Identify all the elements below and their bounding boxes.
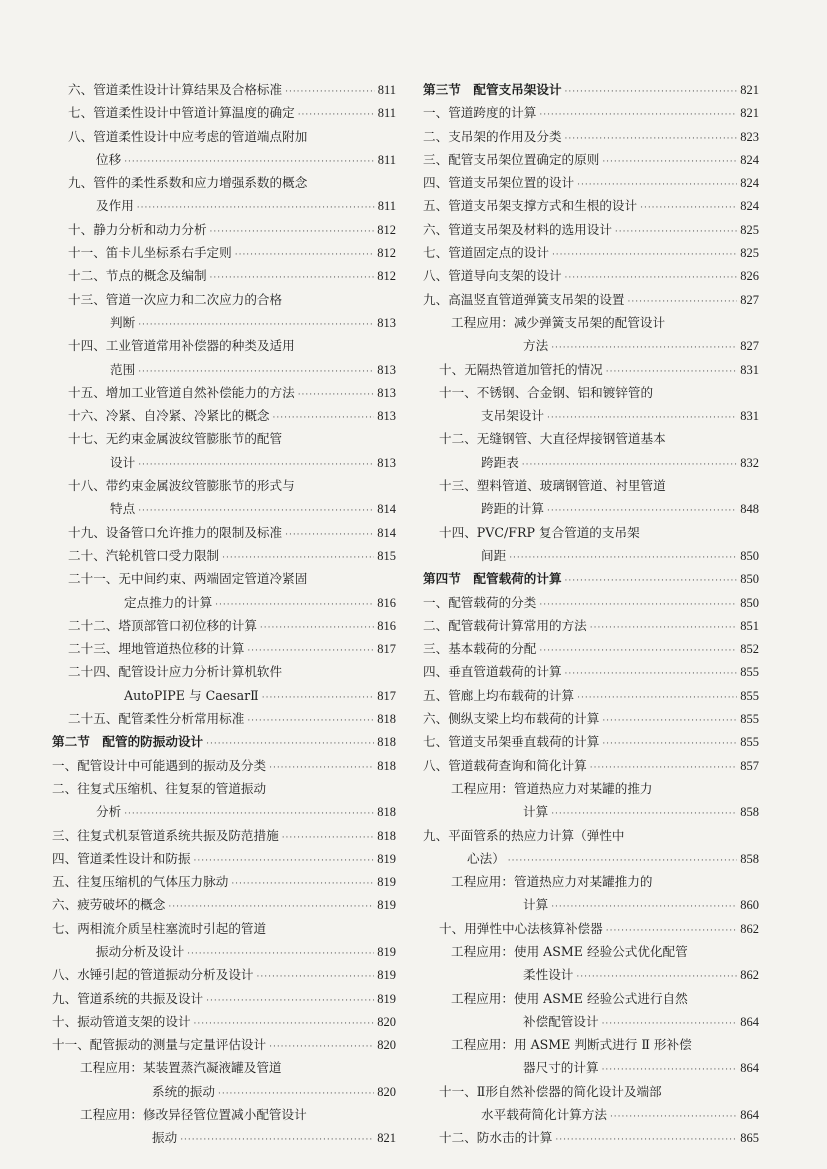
toc-entry — [423, 101, 759, 124]
toc-entry-title: 判断 — [110, 314, 136, 330]
toc-entry-page: 813 — [377, 362, 396, 377]
toc-right-column — [423, 78, 759, 1150]
dot-leader — [262, 687, 375, 710]
toc-entry-title: 二、支吊架的作用及分类 — [423, 128, 562, 144]
toc-entry-title: 六、侧纵支梁上均布载荷的计算 — [423, 711, 600, 727]
toc-entry-title: 十、静力分析和动力分析 — [68, 221, 207, 237]
toc-entry — [52, 358, 396, 381]
toc-entry — [423, 474, 759, 497]
toc-entry-page: 820 — [377, 1014, 396, 1029]
toc-entry-page: 820 — [377, 1084, 396, 1099]
toc-entry — [423, 264, 759, 287]
toc-entry-title: 跨距的计算 — [481, 501, 544, 517]
dot-leader — [257, 966, 375, 989]
toc-entry — [423, 451, 759, 474]
toc-entry — [52, 847, 396, 870]
toc-entry — [52, 684, 396, 707]
toc-entry — [52, 288, 396, 311]
toc-entry-title: 振动 — [152, 1130, 178, 1146]
toc-entry-title: 十二、无缝钢管、大直径焊接钢管道基本 — [439, 431, 666, 447]
toc-entry-page: 819 — [377, 968, 396, 983]
toc-entry-title: 器尺寸的计算 — [523, 1060, 599, 1076]
toc-entry-title: 一、配管设计中可能遇到的振动及分类 — [52, 757, 267, 773]
toc-entry — [423, 614, 759, 637]
toc-entry — [52, 1126, 396, 1149]
toc-entry-title: 位移 — [96, 151, 122, 167]
toc-entry-page: 864 — [740, 1108, 759, 1123]
toc-entry-title: 计算 — [523, 897, 549, 913]
toc-entry-title: 十四、PVC/FRP 复合管道的支吊架 — [439, 524, 640, 540]
dot-leader — [269, 757, 374, 780]
toc-entry-title: 定点推力的计算 — [124, 594, 213, 610]
toc-entry-title: 计算 — [523, 804, 549, 820]
toc-entry-title: 十、振动管道支架的设计 — [52, 1013, 191, 1029]
toc-entry-page: 813 — [377, 385, 396, 400]
toc-entry — [423, 404, 759, 427]
toc-entry — [423, 847, 759, 870]
toc-entry — [423, 241, 759, 264]
toc-entry — [423, 1033, 759, 1056]
toc-entry — [423, 987, 759, 1010]
toc-entry-page: 831 — [740, 409, 759, 424]
toc-entry-title: 分析 — [96, 804, 122, 820]
toc-entry-page: 855 — [740, 735, 759, 750]
toc-entry-page: 814 — [377, 502, 396, 517]
toc-entry-title: 工程应用：某装置蒸汽凝液罐及管道 — [80, 1060, 282, 1076]
toc-section-heading — [423, 78, 759, 101]
dot-leader — [282, 827, 375, 850]
toc-entry — [52, 311, 396, 334]
toc-entry — [423, 1010, 759, 1033]
toc-entry-title: 二、配管载荷计算常用的方法 — [423, 617, 587, 633]
toc-entry-title: 补偿配管设计 — [523, 1013, 599, 1029]
toc-entry-page: 862 — [740, 968, 759, 983]
toc-entry-page: 819 — [377, 944, 396, 959]
toc-entry-page: 832 — [740, 455, 759, 470]
toc-entry-title: 第四节 配管载荷的计算 — [423, 571, 562, 587]
toc-entry-page: 819 — [377, 991, 396, 1006]
toc-entry — [52, 404, 396, 427]
toc-section-heading — [423, 567, 759, 590]
toc-entry — [52, 334, 396, 357]
toc-entry-title: 六、疲劳破坏的概念 — [52, 897, 166, 913]
toc-entry-title: 九、平面管系的热应力计算（弹性中 — [423, 827, 625, 843]
toc-entry — [52, 1080, 396, 1103]
toc-entry — [52, 451, 396, 474]
toc-entry-title: 第二节 配管的防振动设计 — [52, 734, 204, 750]
toc-entry — [52, 427, 396, 450]
toc-entry — [52, 1103, 396, 1126]
toc-entry-page: 823 — [740, 129, 759, 144]
toc-entry-page: 816 — [377, 618, 396, 633]
toc-entry — [52, 917, 396, 940]
toc-left-column — [52, 78, 396, 1150]
toc-entry-page: 819 — [377, 898, 396, 913]
toc-entry-title: 十五、增加工业管道自然补偿能力的方法 — [68, 384, 295, 400]
toc-entry-title: 十八、带约束金属波纹管膨胀节的形式与 — [68, 478, 295, 494]
dot-leader — [273, 407, 375, 430]
toc-entry — [423, 171, 759, 194]
toc-entry — [52, 241, 396, 264]
toc-entry — [52, 521, 396, 544]
toc-entry-page: 815 — [377, 548, 396, 563]
dot-leader — [298, 384, 375, 407]
toc-entry-title: 八、管道导向支架的设计 — [423, 268, 562, 284]
toc-entry-title: 十六、冷紧、自冷紧、冷紧比的概念 — [68, 408, 270, 424]
toc-entry — [52, 940, 396, 963]
toc-entry — [52, 125, 396, 148]
toc-entry — [423, 1080, 759, 1103]
toc-entry-page: 819 — [377, 851, 396, 866]
toc-entry-title: 二十、汽轮机管口受力限制 — [68, 547, 220, 563]
dot-leader — [298, 104, 375, 127]
toc-entry-page: 824 — [740, 152, 759, 167]
toc-entry-title: 四、管道柔性设计和防振 — [52, 850, 191, 866]
dot-leader — [206, 990, 374, 1013]
toc-entry-title: 七、管道柔性设计中管道计算温度的确定 — [68, 105, 295, 121]
toc-entry — [423, 637, 759, 660]
toc-entry-page: 850 — [740, 572, 759, 587]
toc-entry-page: 817 — [377, 688, 396, 703]
toc-entry-title: 五、管道支吊架支撑方式和生根的设计 — [423, 198, 638, 214]
toc-entry-page: 825 — [740, 222, 759, 237]
toc-entry — [52, 754, 396, 777]
dot-leader — [247, 710, 374, 733]
toc-entry-title: 五、往复压缩机的气体压力脉动 — [52, 874, 229, 890]
toc-entry-page: 821 — [377, 1131, 396, 1146]
toc-entry-page: 811 — [377, 83, 396, 97]
toc-entry-page: 811 — [377, 106, 396, 121]
toc-entry-title: 十三、塑料管道、玻璃钢管道、衬里管道 — [439, 478, 666, 494]
toc-entry-page: 813 — [377, 455, 396, 470]
toc-entry — [52, 824, 396, 847]
toc-entry-page: 826 — [740, 269, 759, 284]
toc-entry — [52, 171, 396, 194]
dot-leader — [565, 81, 738, 104]
toc-entry — [52, 1010, 396, 1033]
toc-entry-title: 十一、配管振动的测量与定量评估设计 — [52, 1037, 267, 1053]
dot-leader — [610, 1106, 737, 1129]
toc-entry-title: 八、水锤引起的管道振动分析及设计 — [52, 967, 254, 983]
toc-entry — [52, 218, 396, 241]
toc-entry-title: 二十四、配管设计应力分析计算机软件 — [68, 664, 283, 680]
toc-entry — [52, 614, 396, 637]
toc-entry-page: 818 — [377, 828, 396, 843]
toc-entry-page: 812 — [377, 246, 396, 261]
dot-leader — [602, 710, 737, 733]
toc-entry — [423, 218, 759, 241]
dot-leader — [615, 221, 737, 244]
dot-leader — [260, 617, 374, 640]
toc-entry-title: 七、两相流介质呈柱塞流时引起的管道 — [52, 920, 267, 936]
toc-entry-title: 间距 — [481, 547, 507, 563]
toc-entry-title: 及作用 — [96, 198, 134, 214]
toc-entry-title: 工程应用：使用 ASME 经验公式进行自然 — [451, 990, 688, 1006]
toc-entry-page: 858 — [740, 851, 759, 866]
toc-entry — [423, 917, 759, 940]
toc-entry-title: 跨距表 — [481, 454, 519, 470]
toc-entry-page: 814 — [377, 525, 396, 540]
toc-entry-page: 827 — [740, 292, 759, 307]
toc-entry-page: 850 — [740, 548, 759, 563]
toc-entry-title: 八、管道柔性设计中应考虑的管道端点附加 — [68, 128, 308, 144]
toc-entry-title: 二十二、塔顶部管口初位移的计算 — [68, 617, 257, 633]
toc-entry-page: 860 — [740, 898, 759, 913]
toc-entry-page: 855 — [740, 665, 759, 680]
toc-entry-title: 水平载荷简化计算方法 — [481, 1107, 607, 1123]
toc-entry-page: 855 — [740, 688, 759, 703]
toc-entry — [423, 334, 759, 357]
toc-entry — [423, 754, 759, 777]
toc-entry-title: 十二、防水击的计算 — [439, 1130, 553, 1146]
toc-entry-title: 四、管道支吊架位置的设计 — [423, 175, 575, 191]
toc-entry-title: 工程应用：管道热应力对某罐推力的 — [451, 874, 653, 890]
toc-entry — [52, 707, 396, 730]
dot-leader — [602, 151, 737, 174]
toc-entry-page: 864 — [740, 1061, 759, 1076]
toc-entry-title: 工程应用：用 ASME 判断式进行 Ⅱ 形补偿 — [451, 1037, 692, 1053]
toc-entry-title: 四、垂直管道载荷的计算 — [423, 664, 562, 680]
dot-leader — [539, 104, 737, 127]
toc-entry — [423, 427, 759, 450]
toc-entry-title: 九、管道系统的共振及设计 — [52, 990, 204, 1006]
dot-leader — [285, 81, 375, 104]
toc-entry-page: 817 — [377, 642, 396, 657]
dot-leader — [231, 873, 374, 896]
toc-entry-title: 九、高温竖直管道弹簧支吊架的设置 — [423, 291, 625, 307]
toc-entry-title: 十一、笛卡儿坐标系右手定则 — [68, 245, 232, 261]
toc-entry — [423, 870, 759, 893]
toc-entry — [423, 381, 759, 404]
toc-entry — [423, 591, 759, 614]
toc-entry-title: 工程应用：使用 ASME 经验公式优化配管 — [451, 943, 688, 959]
toc-entry — [423, 311, 759, 334]
toc-entry — [423, 358, 759, 381]
toc-entry-page: 858 — [740, 805, 759, 820]
toc-entry — [52, 544, 396, 567]
dot-leader — [555, 1129, 737, 1152]
toc-entry-title: 九、管件的柔性系数和应力增强系数的概念 — [68, 175, 308, 191]
toc-entry-page: 813 — [377, 409, 396, 424]
toc-entry — [423, 777, 759, 800]
toc-entry — [423, 684, 759, 707]
toc-entry-title: 柔性设计 — [523, 967, 574, 983]
toc-entry — [423, 125, 759, 148]
toc-entry-title: 七、管道支吊架垂直载荷的计算 — [423, 734, 600, 750]
toc-entry — [52, 101, 396, 124]
toc-entry-title: 十七、无约束金属波纹管膨胀节的配管 — [68, 431, 283, 447]
toc-entry — [52, 800, 396, 823]
toc-entry-page: 811 — [377, 152, 396, 167]
toc-entry-title: 三、配管支吊架位置确定的原则 — [423, 151, 600, 167]
toc-entry — [52, 1033, 396, 1056]
toc-entry — [52, 893, 396, 916]
toc-entry — [52, 591, 396, 614]
toc-entry — [423, 544, 759, 567]
toc-entry-page: 855 — [740, 712, 759, 727]
toc-entry-page: 821 — [740, 106, 759, 121]
toc-entry — [423, 660, 759, 683]
toc-entry — [52, 567, 396, 590]
toc-entry-title: 六、管道柔性设计计算结果及合格标准 — [68, 82, 283, 97]
toc-entry-title: 振动分析及设计 — [96, 943, 185, 959]
toc-entry-title: 六、管道支吊架及材料的选用设计 — [423, 221, 612, 237]
toc-entry — [52, 78, 396, 101]
toc-entry — [52, 637, 396, 660]
toc-entry-title: 五、管廊上均布载荷的计算 — [423, 687, 575, 703]
toc-entry-page: 852 — [740, 642, 759, 657]
toc-entry-title: 一、管道跨度的计算 — [423, 105, 537, 121]
toc-entry-title: 十二、节点的概念及编制 — [68, 268, 207, 284]
toc-entry — [52, 148, 396, 171]
toc-entry-title: AutoPIPE 与 CaesarⅡ — [124, 687, 259, 703]
toc-entry — [423, 194, 759, 217]
toc-entry-page: 813 — [377, 315, 396, 330]
toc-entry-title: 第三节 配管支吊架设计 — [423, 82, 562, 97]
toc-entry-title: 十三、管道一次应力和二次应力的合格 — [68, 291, 283, 307]
dot-leader — [269, 1036, 374, 1059]
toc-entry-page: 818 — [377, 735, 396, 750]
toc-entry — [52, 870, 396, 893]
toc-entry-title: 二十一、无中间约束、两端固定管道冷紧固 — [68, 571, 308, 587]
toc-entry-title: 方法 — [523, 338, 549, 354]
toc-entry — [423, 1103, 759, 1126]
toc-entry — [423, 1126, 759, 1149]
toc-entry-title: 十、无隔热管道加管托的情况 — [439, 361, 603, 377]
toc-entry — [423, 963, 759, 986]
dot-leader — [285, 524, 374, 547]
toc-entry-page: 816 — [377, 595, 396, 610]
dot-leader — [640, 197, 737, 220]
dot-leader — [552, 244, 737, 267]
toc-entry — [52, 381, 396, 404]
toc-entry — [52, 497, 396, 520]
toc-entry — [423, 497, 759, 520]
dot-leader — [539, 640, 737, 663]
toc-entry-page: 818 — [377, 758, 396, 773]
toc-entry-title: 二十三、埋地管道热位移的计算 — [68, 641, 245, 657]
toc-entry — [423, 940, 759, 963]
toc-entry-page: 818 — [377, 712, 396, 727]
toc-entry-page: 851 — [740, 618, 759, 633]
toc-entry — [52, 660, 396, 683]
toc-entry-page: 850 — [740, 595, 759, 610]
toc-entry-page: 857 — [740, 758, 759, 773]
toc-entry — [52, 963, 396, 986]
toc-entry-title: 三、基本载荷的分配 — [423, 641, 537, 657]
dot-leader — [602, 733, 737, 756]
toc-entry — [423, 800, 759, 823]
dot-leader — [180, 1129, 374, 1152]
toc-entry-title: 十一、Ⅱ形自然补偿器的简化设计及端部 — [439, 1083, 662, 1099]
dot-leader — [565, 663, 738, 686]
toc-entry-title: 范围 — [110, 361, 136, 377]
toc-entry-title: 十九、设备管口允许推力的限制及标准 — [68, 524, 283, 540]
toc-entry-title: 二十五、配管柔性分析常用标准 — [68, 711, 245, 727]
toc-entry-page: 824 — [740, 176, 759, 191]
toc-entry — [423, 521, 759, 544]
toc-entry — [423, 893, 759, 916]
toc-entry-title: 工程应用：管道热应力对某罐的推力 — [451, 780, 653, 796]
toc-section-heading — [52, 730, 396, 753]
toc-entry — [423, 288, 759, 311]
dot-leader — [210, 221, 375, 244]
toc-entry-title: 一、配管载荷的分类 — [423, 594, 537, 610]
toc-entry — [423, 824, 759, 847]
toc-entry-title: 十四、工业管道常用补偿器的种类及适用 — [68, 338, 295, 354]
toc-entry-title: 七、管道固定点的设计 — [423, 245, 549, 261]
dot-leader — [590, 617, 738, 640]
toc-entry — [423, 730, 759, 753]
toc-entry-page: 864 — [740, 1014, 759, 1029]
toc-entry-title: 工程应用：修改异径管位置减小配管设计 — [80, 1107, 307, 1123]
toc-entry — [52, 474, 396, 497]
toc-entry — [52, 194, 396, 217]
toc-entry-page: 819 — [377, 875, 396, 890]
toc-entry — [423, 148, 759, 171]
toc-entry-title: 特点 — [110, 501, 136, 517]
toc-entry-page: 848 — [740, 502, 759, 517]
toc-entry — [423, 707, 759, 730]
toc-entry — [423, 1056, 759, 1079]
toc-entry-page: 865 — [740, 1131, 759, 1146]
toc-entry-title: 十、用弹性中心法核算补偿器 — [439, 920, 603, 936]
dot-leader — [235, 244, 375, 267]
toc-entry-page: 812 — [377, 222, 396, 237]
toc-entry — [52, 264, 396, 287]
dot-leader — [577, 687, 737, 710]
toc-entry-title: 十一、不锈钢、合金钢、铝和镀锌管的 — [439, 384, 654, 400]
toc-entry-title: 工程应用：减少弹簧支吊架的配管设计 — [451, 314, 666, 330]
toc-entry-page: 818 — [377, 805, 396, 820]
toc-entry — [52, 1056, 396, 1079]
toc-entry-page: 825 — [740, 246, 759, 261]
toc-entry-page: 811 — [377, 199, 396, 214]
toc-entry-page: 862 — [740, 921, 759, 936]
toc-entry-page: 812 — [377, 269, 396, 284]
toc-entry-page: 820 — [377, 1038, 396, 1053]
toc-entry-title: 心法） — [467, 850, 505, 866]
toc-entry-title: 三、往复式机泵管道系统共振及防范措施 — [52, 827, 279, 843]
toc-entry-title: 八、管道载荷查询和简化计算 — [423, 757, 587, 773]
toc-entry-page: 824 — [740, 199, 759, 214]
toc-entry-title: 设计 — [110, 454, 136, 470]
dot-leader — [565, 570, 738, 593]
toc-entry-title: 系统的振动 — [152, 1083, 215, 1099]
toc-entry-title: 支吊架设计 — [481, 408, 544, 424]
toc-entry-title: 二、往复式压缩机、往复泵的管道振动 — [52, 780, 267, 796]
toc-entry-page: 821 — [740, 83, 759, 97]
toc-entry-page: 831 — [740, 362, 759, 377]
toc-entry — [52, 987, 396, 1010]
toc-entry-page: 827 — [740, 339, 759, 354]
toc-entry — [52, 777, 396, 800]
